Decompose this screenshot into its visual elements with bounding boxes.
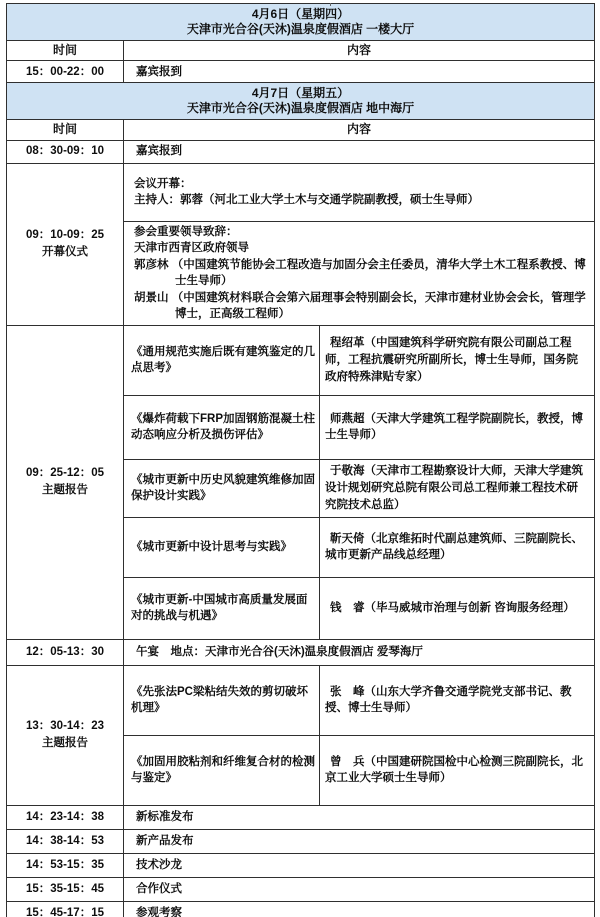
table-row-registration-day1: [7, 61, 595, 83]
opening-part2-line4: 胡景山 （中国建筑材料联合会第六届理事会特别副会长，天津市建材业协会会长，管理学博士，正高级工程师）: [134, 291, 586, 321]
talk-speaker-cell: 靳天倚（北京维拓时代副总建筑师、三院副院长、城市更新产品线总经理）: [320, 517, 595, 577]
opening-part2-cell: [124, 221, 595, 325]
time-cell: 12：05-13：30: [7, 639, 124, 665]
day2-header-row: [7, 83, 595, 120]
table-row-talk: [7, 325, 595, 395]
content-cell: 合作仪式: [124, 877, 595, 901]
content-cell: 新产品发布: [124, 829, 595, 853]
talk-title-cell: 《城市更新中历史风貌建筑维修加固保护设计实践》: [124, 459, 320, 517]
talk-speaker-cell: 于敬海（天津市工程勘察设计大师，天津大学建筑设计规划研究总院有限公司总工程师兼工程技术研究院技术总监）: [320, 459, 595, 517]
table-row-closing: [7, 853, 595, 877]
talk-speaker-cell: 钱 睿（毕马威城市治理与创新 咨询服务经理）: [320, 577, 595, 639]
day2-venue: 天津市光合谷(天沐)温泉度假酒店 地中海厅: [186, 101, 415, 116]
talk-title-cell: 《爆炸荷载下FRP加固钢筋混凝土柱动态响应分析及损伤评估》: [124, 395, 320, 459]
talk-title-cell: 《城市更新中设计思考与实践》: [124, 517, 320, 577]
content-cell: 新标准发布: [124, 805, 595, 829]
time-cell: 08：30-09：10: [7, 140, 124, 163]
table-row-opening-part1: [7, 163, 595, 221]
opening-time: 09：10-09：25: [26, 229, 104, 242]
talk-title-cell: 《先张法PC梁粘结失效的剪切破坏机理》: [124, 665, 320, 735]
opening-part2-line3: 郭彦林 （中国建筑节能协会工程改造与加固分会主任委员，清华大学土木工程系教授、博士生导师）: [134, 258, 586, 288]
session1-time: 09：25-12：05: [26, 467, 104, 480]
conference-agenda-table: [6, 3, 595, 917]
session2-label: 主题报告: [42, 737, 88, 750]
table-row-registration-day2: [7, 140, 595, 163]
opening-part2-line2: 天津市西青区政府领导: [134, 242, 249, 255]
day1-column-header-row: [7, 41, 595, 61]
time-cell-session2: [7, 665, 124, 805]
day1-header-cell: [7, 4, 595, 41]
cropped-gridline-remnant: [330, 3, 331, 6]
content-cell: 嘉宾报到: [124, 140, 595, 163]
time-cell: 14：38-14：53: [7, 829, 124, 853]
col-header-content: 内容: [124, 41, 595, 61]
opening-label: 开幕仪式: [42, 246, 88, 259]
agenda-sheet: [0, 3, 600, 917]
day2-date: 4月7日（星期五）: [251, 86, 350, 101]
talk-title-cell: 《城市更新-中国城市高质量发展面对的挑战与机遇》: [124, 577, 320, 639]
content-cell: 嘉宾报到: [124, 61, 595, 83]
day2-header-cell: [7, 83, 595, 120]
session2-time: 13：30-14：23: [26, 720, 104, 733]
session1-label: 主题报告: [42, 484, 88, 497]
opening-part1-line2: 主持人：郭蓉（河北工业大学土木与交通学院副教授，硕士生导师）: [134, 194, 479, 207]
table-row-closing: [7, 877, 595, 901]
lunch-content-cell: 午宴 地点：天津市光合谷(天沐)温泉度假酒店 爱琴海厅: [124, 639, 595, 665]
time-cell-opening: [7, 163, 124, 325]
col-header-content: 内容: [124, 120, 595, 140]
time-cell: 15：45-17：15: [7, 901, 124, 917]
table-row-lunch: [7, 639, 595, 665]
table-row-closing: [7, 901, 595, 917]
talk-title-cell: 《通用规范实施后既有建筑鉴定的几点思考》: [124, 325, 320, 395]
content-cell: 参观考察: [124, 901, 595, 917]
talk-speaker-cell: 张 峰（山东大学齐鲁交通学院党支部书记、教授、博士生导师）: [320, 665, 595, 735]
content-cell: 技术沙龙: [124, 853, 595, 877]
time-cell-session1: [7, 325, 124, 639]
day2-column-header-row: [7, 120, 595, 140]
time-cell: 14：23-14：38: [7, 805, 124, 829]
time-cell: 15：00-22：00: [7, 61, 124, 83]
talk-title-cell: 《加固用胶粘剂和纤维复合材的检测与鉴定》: [124, 735, 320, 805]
talk-speaker-cell: 师燕超（天津大学建筑工程学院副院长，教授，博士生导师）: [320, 395, 595, 459]
time-cell: 15：35-15：45: [7, 877, 124, 901]
day1-date: 4月6日（星期四）: [251, 7, 350, 21]
talk-speaker-cell: 曾 兵（中国建研院国检中心检测三院副院长，北京工业大学硕士生导师）: [320, 735, 595, 805]
col-header-time: 时间: [7, 41, 124, 61]
table-row-closing: [7, 829, 595, 853]
col-header-time: 时间: [7, 120, 124, 140]
talk-speaker-cell: 程绍革（中国建筑科学研究院有限公司副总工程师，工程抗震研究所副所长，博士生导师，国务院政府特殊津贴专家）: [320, 325, 595, 395]
table-row-closing: [7, 805, 595, 829]
opening-part1-cell: [124, 163, 595, 221]
day1-header-row: [7, 4, 595, 41]
time-cell: 14：53-15：35: [7, 853, 124, 877]
day1-venue: 天津市光合谷(天沐)温泉度假酒店 一楼大厅: [186, 22, 415, 36]
opening-part1-line1: 会议开幕：: [134, 177, 192, 190]
opening-part2-line1: 参会重要领导致辞：: [134, 225, 238, 238]
table-row-talk: [7, 665, 595, 735]
